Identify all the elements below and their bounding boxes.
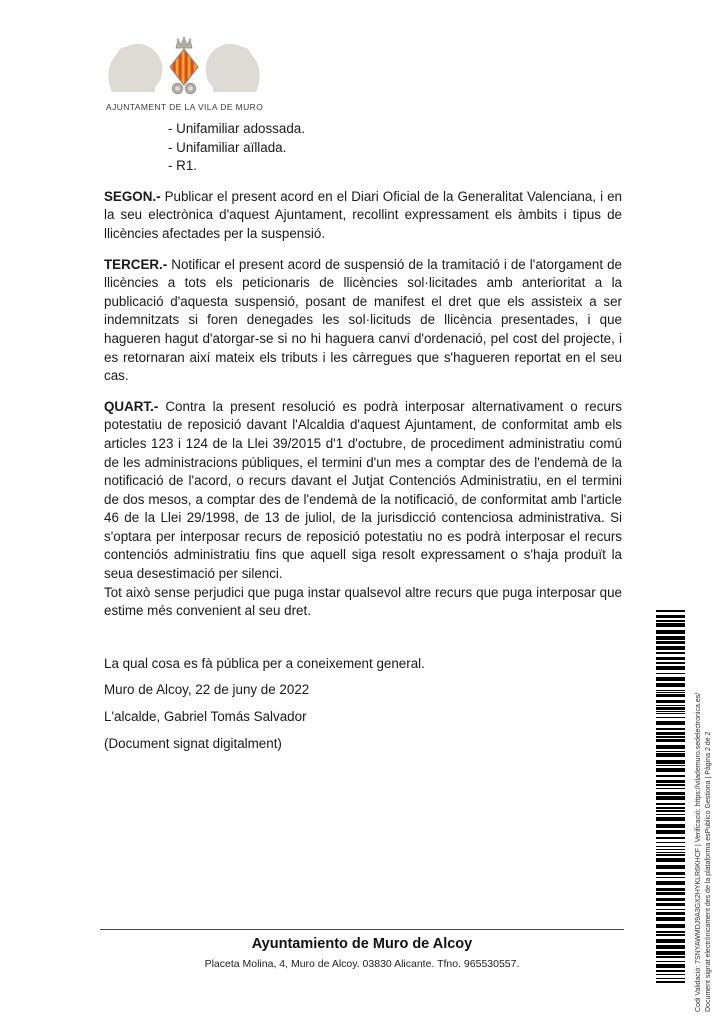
closing-line-date: Muro de Alcoy, 22 de juny de 2022 — [104, 682, 310, 698]
paragraph-text: Notificar el present acord de suspensió de la tramitació i de l'atorgament de llicències a tots els peticionaris de llicències sol·licitades amb anterioritat a la publicació d'aquesta suspensió, posant de manifest el dret que els assisteix a ser indemnitzats si foren denegades les sol·licituds de llicència presentades, i que hagueren hagut d'atorgar-se si no hi haguera canvi d'ordenació, pel cost del projecte, i es retornaran així mateix els tributs i les càrregues que s'hagueren reportat en el seu cas. — [104, 256, 622, 384]
paragraph-label: TERCER.- — [104, 256, 168, 272]
list-item: - R1. — [168, 158, 198, 174]
barcode — [656, 610, 685, 987]
paragraph-label: SEGON.- — [104, 188, 161, 204]
closing-line-signer: L'alcalde, Gabriel Tomás Salvador — [104, 709, 307, 725]
page-footer — [100, 929, 624, 970]
logo-caption: AJUNTAMENT DE LA VILA DE MURO — [106, 102, 264, 112]
logo — [106, 36, 262, 112]
footer-address: Placeta Molina, 4, Muro de Alcoy. 03830 Alicante. Tfno. 965530557. — [204, 958, 520, 970]
closing-line: La qual cosa es fà pública per a coneixement general. — [104, 655, 425, 671]
senyera-lozenge-icon — [170, 49, 198, 85]
muro-coat-of-arms-icon — [106, 36, 262, 96]
lion-watermark-left — [108, 44, 162, 92]
validation-code-line: Codi Validació: 7SNYAWMDJ9A3GX2HYKLR6KHCF | Verificació: https://vilademuro.sedelectronica.es/ — [695, 692, 702, 1012]
paragraph-text: Contra la present resolució es podrà interposar alternativament o recurs potestatiu de reposició davant l'Alcaldia d'aquest Ajuntament, de conformitat amb els articles 123 i 124 de la Llei 39/2015 d'1 d'octubre, de procediment administratiu comú de les administracions públiques, el termini d'un mes a comptar des de l'endemà de la notificació de l'acord, o recurs davant el Jutjat Contenciós Administratiu, en el termini de dos mesos, a comptar des de l'endemà de la notificació, de conformitat amb l'article 46 de la Llei 29/1998, de 13 de juliol, de la jurisdicció contenciosa administrativa. Si s'optara per interposar recurs de reposició potestatiu no es podrà interposar el recurs contenciós administratiu fins que aquell siga resolt expressament o s'haja produït la seua desestimació per silenci. — [104, 398, 622, 582]
list-item: - Unifamiliar adossada. — [168, 121, 305, 136]
paragraph-text: Tot això sense perjudici que puga instar qualsevol altre recurs que puga interposar que estime més convenient al seu dret. — [104, 584, 622, 619]
paragraph-quart — [104, 398, 622, 584]
document-body — [104, 120, 622, 753]
paragraph-tercer — [104, 256, 622, 386]
paragraph-label: QUART.- — [104, 398, 159, 414]
paragraph-tot-aixo — [104, 584, 622, 621]
list-item: - Unifamiliar aïllada. — [168, 139, 287, 155]
validation-sidebar — [694, 608, 713, 1012]
footer-title: Ayuntamiento de Muro de Alcoy — [251, 936, 473, 952]
crown-icon — [176, 37, 192, 49]
paragraph-text: Publicar el present acord en el Diari Oficial de la Generalitat Valenciana, i en la seu electrònica d'aquest Ajuntament, recollint expressament els àmbits i tipus de llicències afectades per la suspensió. — [104, 188, 622, 241]
lion-watermark-right — [206, 44, 260, 92]
closing-line-signature-note: (Document signat digitalment) — [104, 735, 282, 751]
signature-platform-line: Document signat electrònicament des de la plataforma esPublico Gestiona | Pàgina 2 de 2 — [704, 731, 712, 1012]
license-types-list — [104, 120, 622, 176]
closing-block — [104, 655, 622, 753]
paragraph-segon — [104, 188, 622, 244]
